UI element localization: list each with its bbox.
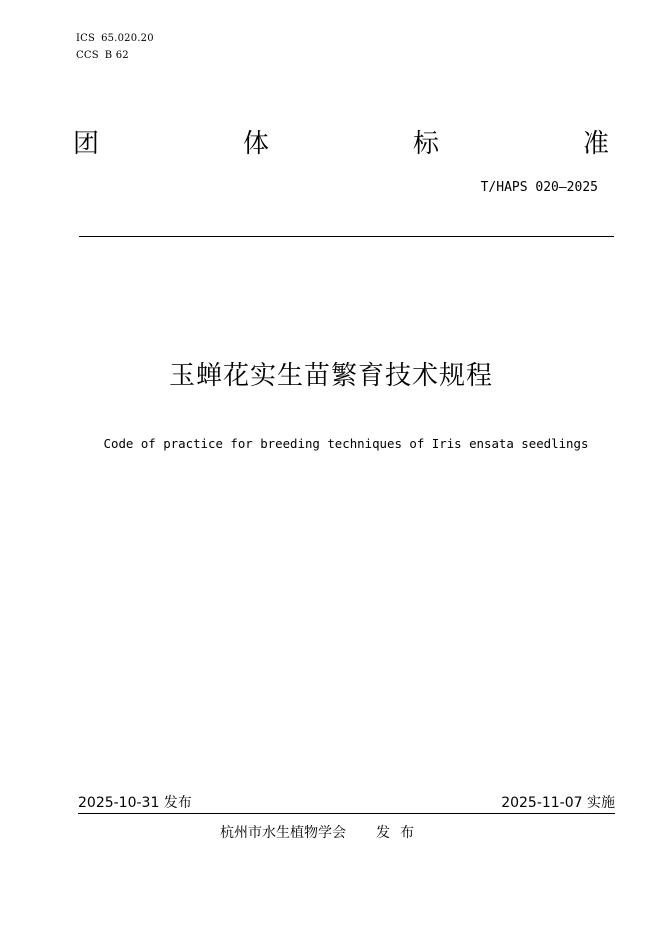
ccs-code bbox=[76, 48, 129, 64]
publisher-org: 杭州市水生植物学会 bbox=[220, 825, 346, 841]
publish-action: 发布 bbox=[376, 825, 424, 841]
ccs-label: CCS bbox=[76, 50, 99, 61]
publish-date: 2025-10-31 发布 bbox=[78, 795, 192, 811]
ccs-value: B 62 bbox=[104, 50, 129, 61]
ics-label: ICS bbox=[76, 33, 96, 44]
ics-code bbox=[76, 31, 154, 47]
standard-type-char: 准 bbox=[582, 129, 609, 159]
standard-type-char: 体 bbox=[242, 129, 269, 159]
publisher-line bbox=[220, 823, 424, 843]
ics-value: 65.020.20 bbox=[101, 33, 154, 44]
header-divider bbox=[79, 236, 614, 237]
standard-type-heading bbox=[73, 126, 609, 162]
title-chinese: 玉蝉花实生苗繁育技术规程 bbox=[168, 361, 493, 391]
standard-number: T/HAPS 020—2025 bbox=[480, 180, 598, 195]
dates-row bbox=[78, 793, 615, 814]
title-english: Code of practice for breeding techniques of Iris ensata seedlings bbox=[103, 436, 589, 451]
standard-type-char: 团 bbox=[73, 129, 100, 159]
standard-type-char: 标 bbox=[412, 129, 439, 159]
implement-date: 2025-11-07 实施 bbox=[501, 795, 615, 811]
